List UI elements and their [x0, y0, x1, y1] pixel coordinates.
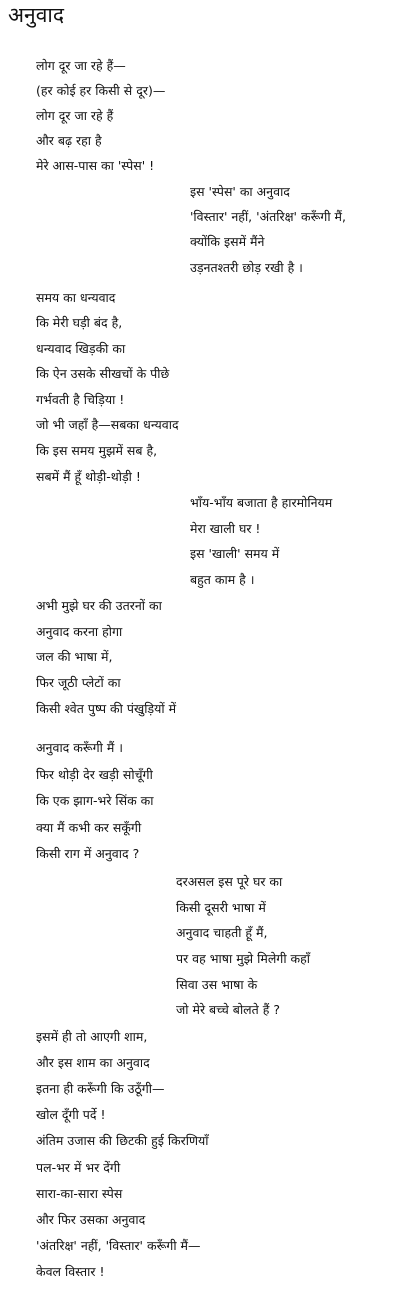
poem-line: और बढ़ रहा है	[36, 133, 102, 148]
poem-line: किसी दूसरी भाषा में	[176, 900, 266, 915]
poem-line: केवल विस्तार !	[36, 1264, 105, 1279]
poem-line: दरअसल इस पूरे घर का	[176, 874, 283, 889]
poem-line: लोग दूर जा रहे हैं—	[36, 58, 126, 73]
poem-line: सिवा उस भाषा के	[176, 977, 258, 992]
poem-line: पर वह भाषा मुझे मिलेगी कहाँ	[176, 951, 311, 966]
poem-line: और इस शाम का अनुवाद	[36, 1055, 150, 1070]
poem-line: फिर थोड़ी देर खड़ी सोचूँगी	[36, 767, 153, 782]
poem-line: मेरे आस-पास का 'स्पेस' !	[36, 158, 155, 173]
poem-line: उड़नतश्तरी छोड़ रखी है ।	[190, 260, 303, 275]
poem-line: 'विस्तार' नहीं, 'अंतरिक्ष' करूँगी मैं,	[190, 209, 346, 224]
poem-line: गर्भवती है चिड़िया !	[36, 392, 125, 407]
poem-line: किसी श्वेत पुष्प की पंखुड़ियों में	[36, 701, 177, 716]
poem-line: सबमें मैं हूँ थोड़ी-थोड़ी !	[36, 469, 141, 484]
poem-line: अनुवाद करना होगा	[36, 624, 123, 639]
poem-line: फिर जूठी प्लेटों का	[36, 675, 121, 690]
poem-line: 'अंतरिक्ष' नहीं, 'विस्तार' करूँगी मैं—	[36, 1238, 201, 1253]
poem-line: कि मेरी घड़ी बंद है,	[36, 315, 123, 330]
poem-line: पल-भर में भर देंगी	[36, 1160, 121, 1175]
poem-line: क्योंकि इसमें मैंने	[190, 234, 265, 249]
poem-line: इस 'खाली' समय में	[190, 546, 280, 561]
poem-line: समय का धन्यवाद	[36, 290, 116, 305]
poem-line: किसी राग में अनुवाद ?	[36, 846, 140, 861]
poem-line: इसमें ही तो आएगी शाम,	[36, 1029, 148, 1044]
poem-line: जल की भाषा में,	[36, 649, 113, 664]
poem-line: मेरा खाली घर !	[190, 521, 261, 536]
poem-line: इतना ही करूँगी कि उठूँगी—	[36, 1081, 165, 1096]
poem-line: अनुवाद करूँगी मैं ।	[36, 740, 124, 755]
poem-line: अंतिम उजास की छिटकी हुई किरणियाँ	[36, 1133, 209, 1148]
poem-line: क्या मैं कभी कर सकूँगी	[36, 820, 142, 835]
poem-line: लोग दूर जा रहे हैं	[36, 108, 114, 123]
poem-title: अनुवाद	[8, 3, 64, 27]
poem-line: अभी मुझे घर की उतरनों का	[36, 598, 162, 613]
poem-line: कि ऐन उसके सीखचों के पीछे	[36, 366, 170, 381]
poem-line: भाँय-भाँय बजाता है हारमोनियम	[190, 495, 333, 510]
poem-line: धन्यवाद खिड़की का	[36, 341, 126, 356]
poem-line: इस 'स्पेस' का अनुवाद	[190, 184, 290, 199]
poem-line: और फिर उसका अनुवाद	[36, 1212, 146, 1227]
poem-line: बहुत काम है ।	[190, 572, 255, 587]
poem-line: जो भी जहाँ है—सबका धन्यवाद	[36, 417, 179, 432]
poem-line: कि एक झाग-भरे सिंक का	[36, 793, 154, 808]
poem-line: खोल दूँगी पर्दे !	[36, 1107, 106, 1122]
poem-line: (हर कोई हर किसी से दूर)—	[36, 83, 166, 98]
poem-line: सारा-का-सारा स्पेस	[36, 1186, 123, 1201]
poem-line: अनुवाद चाहती हूँ मैं,	[176, 925, 268, 940]
poem-line: जो मेरे बच्चे बोलते हैं ?	[176, 1002, 281, 1017]
poem-line: कि इस समय मुझमें सब है,	[36, 443, 158, 458]
